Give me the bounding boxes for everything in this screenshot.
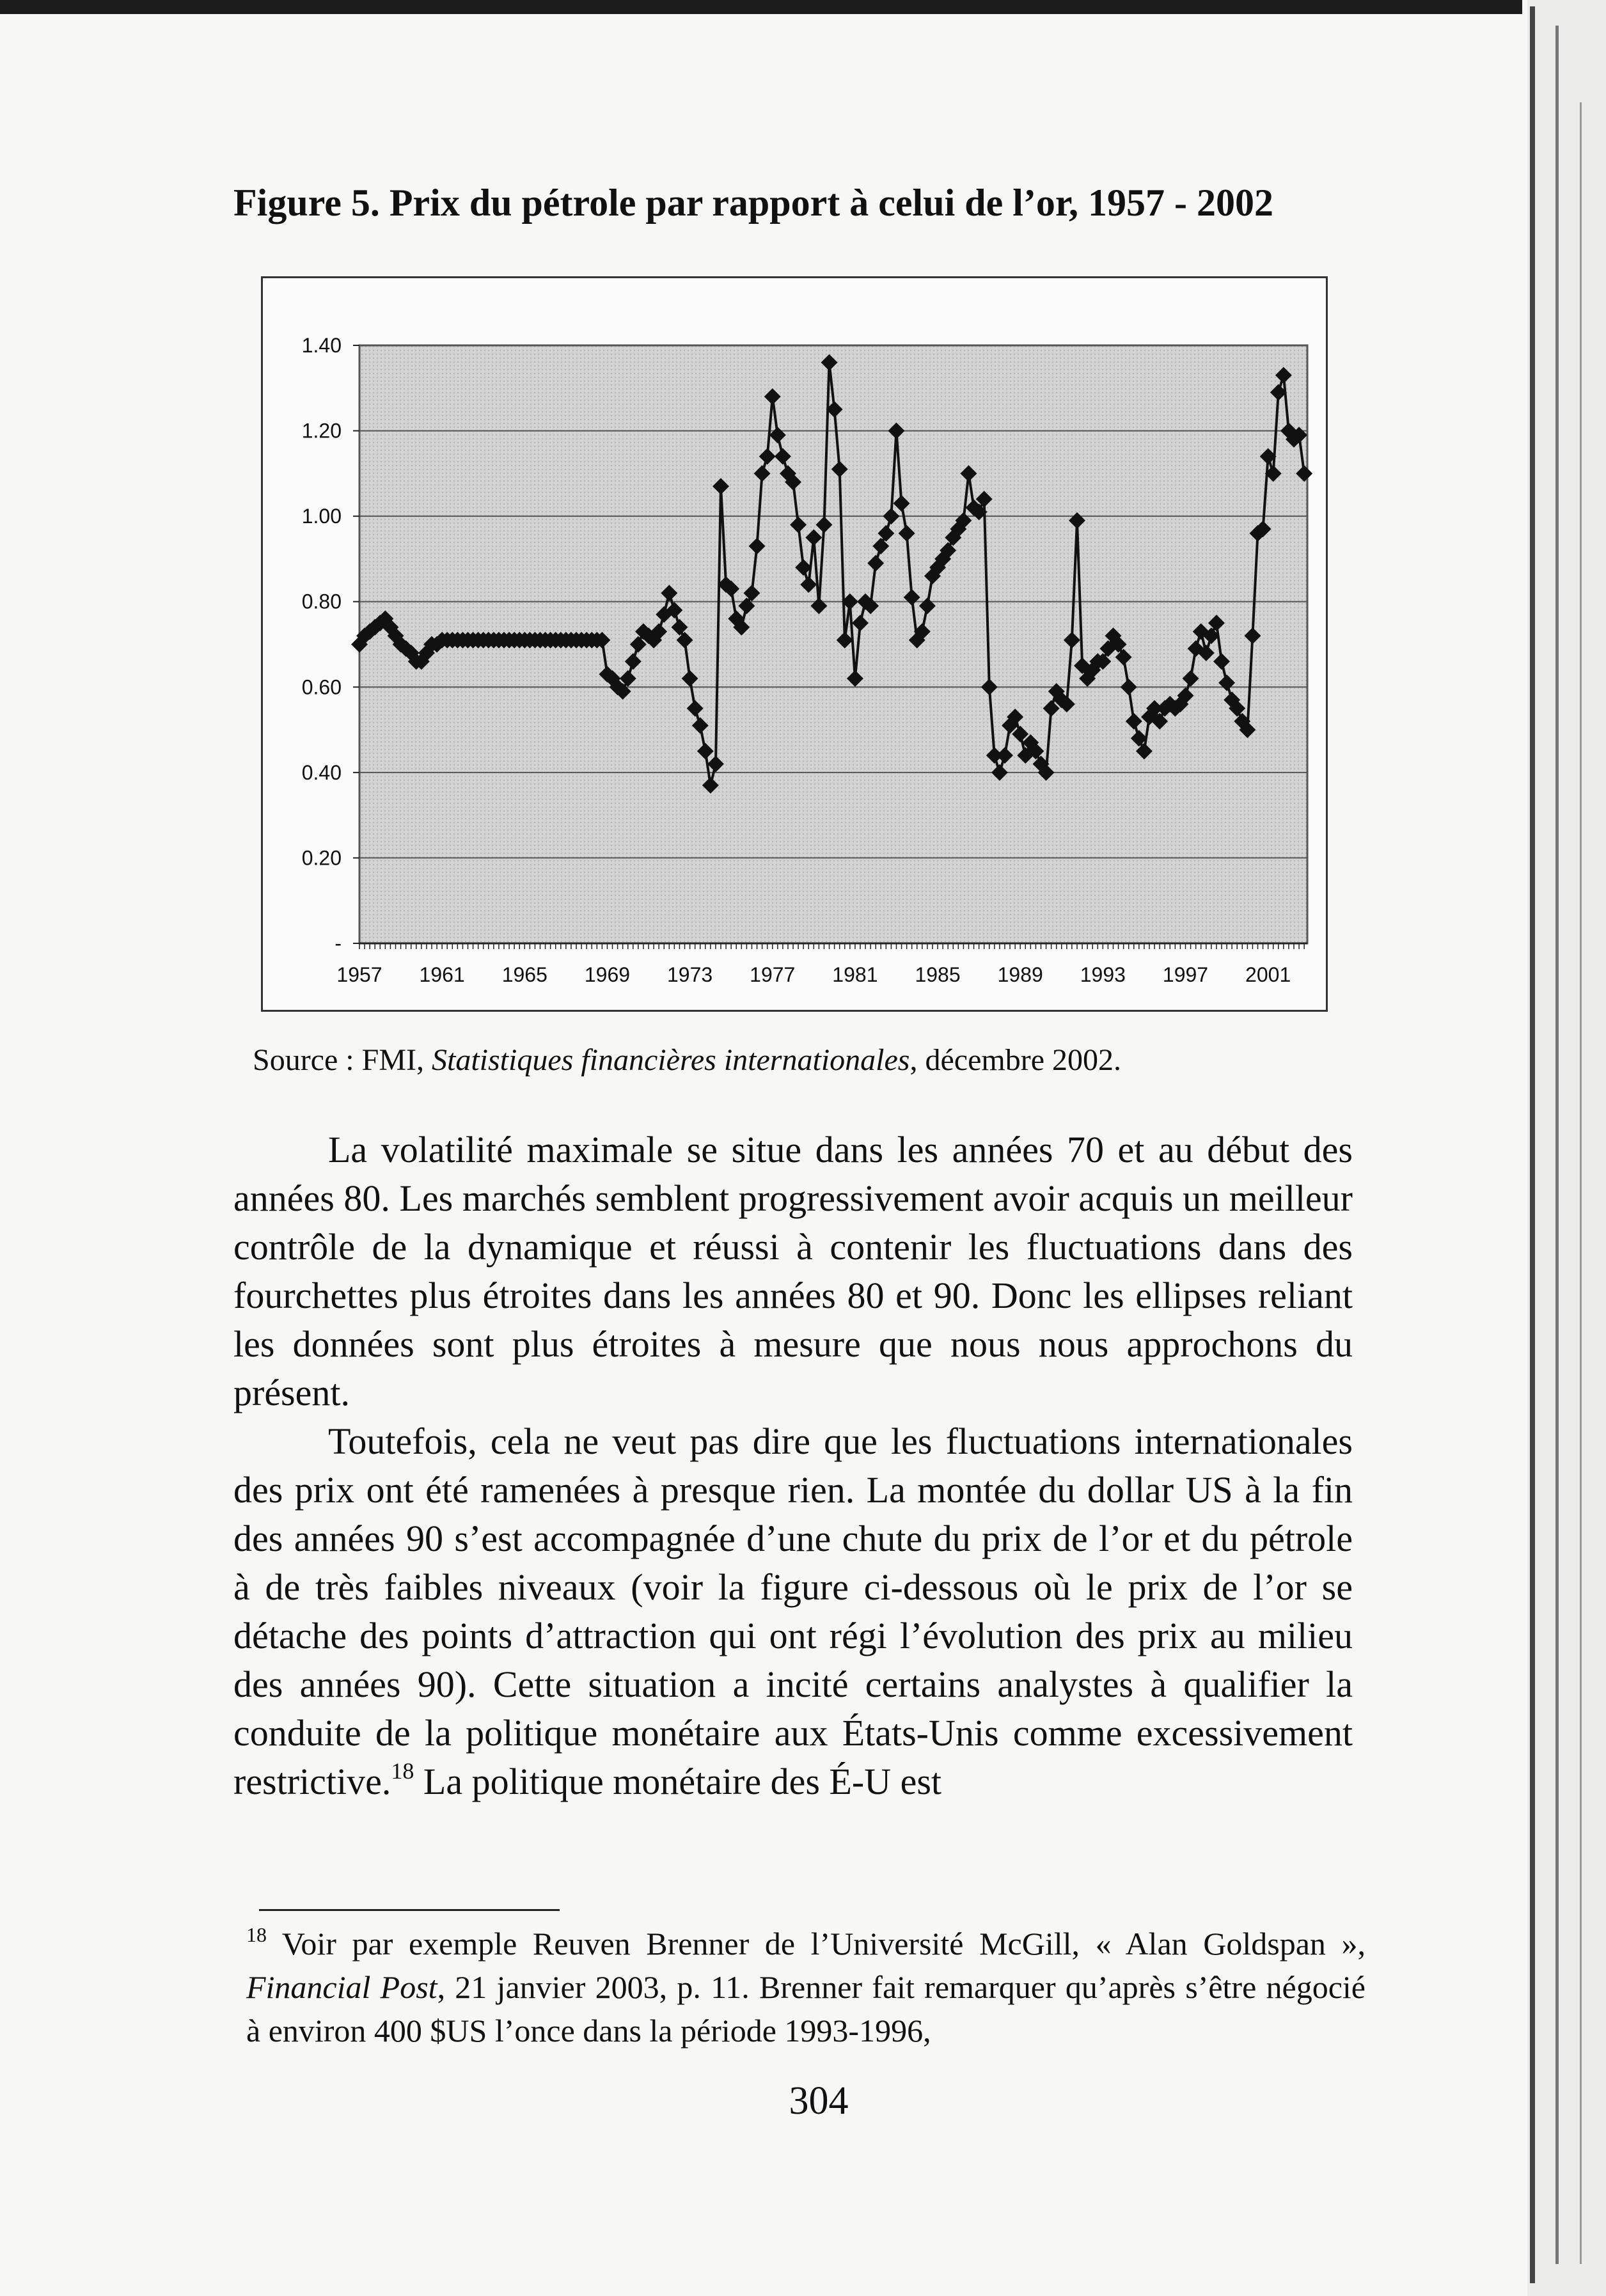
- x-tick-label: 1961: [419, 963, 465, 986]
- x-tick-label: 1965: [501, 963, 547, 986]
- paragraph-2-tail: La politique monétaire des É-U est: [414, 1761, 942, 1802]
- paragraph-2-text: Toutefois, cela ne veut pas dire que les fluctuations internationales des prix ont été ramenées à presque rien. La montée du dollar US à la fin des années 90 s’est accompagnée d’une chute du prix de l’or et du pétrole à de très faibles niveaux (voir la figure ci-dessous où le prix de l’or se détache des points d’attraction qui ont régi l’évolution des prix au milieu des années 90). Cette situation a incité certains analystes à qualifier la conduite de la politique monétaire aux États-Unis comme excessivement restrictive.: [233, 1420, 1353, 1802]
- paragraph-1: La volatilité maximale se situe dans les années 70 et au début des années 80. Les marchés semblent progressivement avoir acquis un meilleur contrôle de la dynamique et réussi à contenir les fluctuations dans des fourchettes plus étroites dans les années 80 et 90. Donc les ellipses reliant les données sont plus étroites à mesure que nous nous approchons du présent.: [233, 1129, 1353, 1413]
- y-tick-label: 0.40: [301, 760, 342, 784]
- footnote-number: 18: [246, 1923, 267, 1946]
- book-spine-line: [1555, 26, 1559, 2264]
- x-tick-label: 1973: [667, 963, 713, 986]
- scan-top-border: [0, 0, 1522, 14]
- footnote-text-a: Voir par exemple Reuven Brenner de l’Université McGill, « Alan Goldspan »,: [267, 1926, 1366, 1962]
- x-tick-label: 1989: [997, 963, 1043, 986]
- y-tick-label: 0.80: [301, 590, 342, 613]
- figure-source: [253, 1041, 1404, 1080]
- y-tick-label: 1.40: [301, 334, 342, 357]
- x-tick-label: 1985: [915, 963, 961, 986]
- footnote-text-b: , 21 janvier 2003, p. 11. Brenner fait remarquer qu’après s’être négocié à environ 400 $US l’once dans la période 1993-1996,: [246, 1969, 1366, 2048]
- y-tick-label: 1.20: [301, 419, 342, 443]
- footnote-publication: Financial Post: [246, 1969, 437, 2005]
- x-tick-label: 1969: [584, 963, 631, 986]
- oil-gold-ratio-chart: [261, 276, 1328, 1012]
- x-tick-label: 1977: [750, 963, 796, 986]
- y-tick-label: 1.00: [301, 505, 342, 528]
- x-tick-label: 1981: [832, 963, 878, 986]
- figure-title: Figure 5. Prix du pétrole par rapport à celui de l’or, 1957 - 2002: [233, 182, 1274, 224]
- y-tick-label: -: [335, 932, 342, 955]
- x-tick-label: 2001: [1245, 963, 1291, 986]
- paragraph-2: [233, 1417, 1353, 1806]
- x-tick-label: 1957: [336, 963, 382, 986]
- footnote-18: [246, 1922, 1366, 2052]
- footnote-separator: [259, 1909, 560, 1911]
- footnote-ref[interactable]: 18: [391, 1758, 414, 1784]
- y-tick-label: 0.20: [301, 846, 342, 870]
- source-suffix: , décembre 2002.: [909, 1043, 1122, 1077]
- x-tick-label: 1993: [1080, 963, 1126, 986]
- body-text: [233, 1126, 1353, 1806]
- x-tick-label: 1997: [1162, 963, 1209, 986]
- page-number: 304: [789, 2079, 849, 2123]
- source-prefix: Source : FMI,: [253, 1043, 432, 1077]
- scan-right-margin: [1527, 0, 1606, 2296]
- source-publication: Statistiques financières internationales: [431, 1043, 910, 1077]
- y-tick-label: 0.60: [301, 675, 342, 699]
- book-spine-line: [1530, 6, 1535, 2283]
- book-spine-line: [1580, 102, 1582, 2264]
